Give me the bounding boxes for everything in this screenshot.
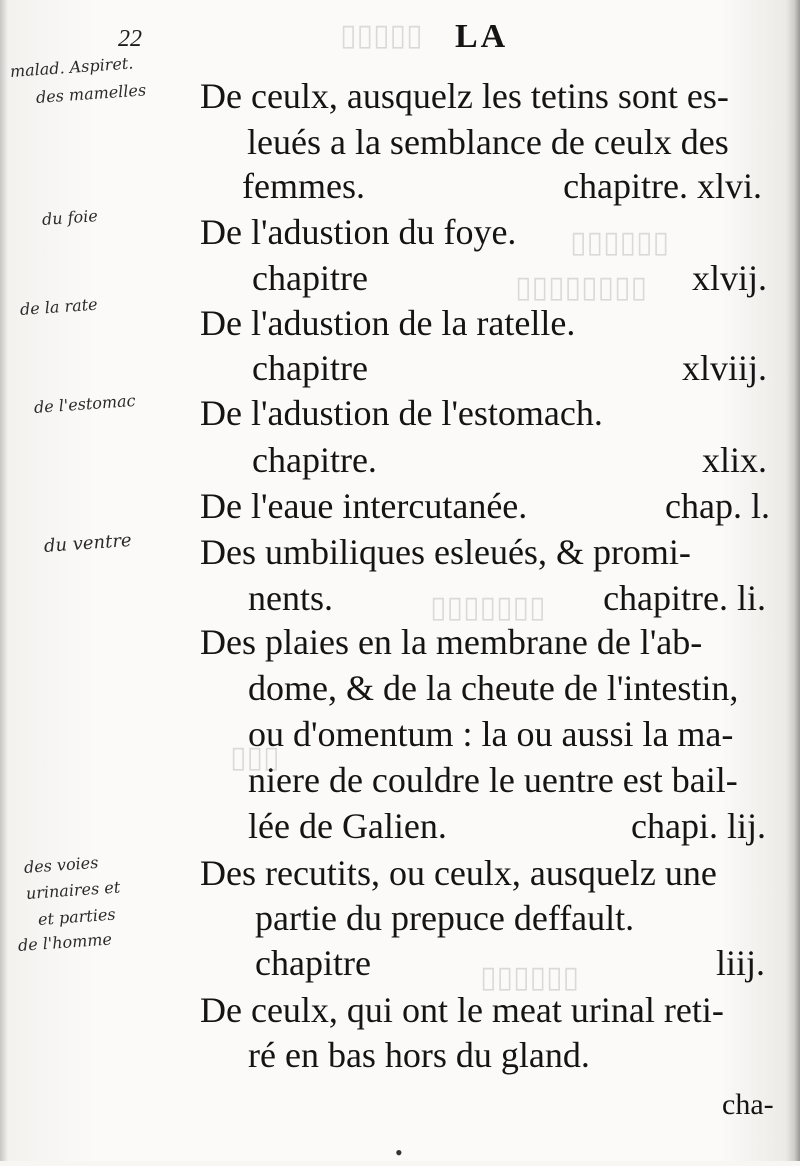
toc-line: Des plaies en la membrane de l'ab- [200, 622, 703, 662]
toc-line: Des umbiliques esleués, & promi- [200, 532, 691, 572]
toc-line: De ceulx, ausquelz les tetins sont es- [200, 76, 729, 116]
toc-line [200, 488, 770, 524]
toc-line: niere de couldre le uentre est bail- [248, 760, 738, 800]
marginal-note: de la rate [19, 294, 99, 319]
toc-text: chapitre [252, 258, 368, 298]
toc-text: nents. [248, 578, 333, 618]
marginal-note: de l'homme [17, 929, 113, 955]
toc-line: De l'adustion du foye. [200, 212, 517, 252]
chapter-ref: chap. l. [665, 486, 770, 526]
toc-text: femmes. [242, 166, 365, 206]
toc-line: ré en bas hors du gland. [248, 1035, 590, 1075]
toc-line: De l'adustion de la ratelle. [200, 303, 576, 343]
toc-line [252, 350, 767, 386]
toc-line [248, 808, 766, 844]
chapter-ref: chapitre. li. [603, 578, 766, 618]
toc-line [255, 945, 765, 981]
bleed-through-mark: ▯▯▯▯▯ [340, 19, 423, 52]
toc-line [242, 168, 762, 204]
toc-line: leués a la semblance de ceulx des [247, 122, 729, 162]
running-head: LA [455, 18, 509, 55]
toc-text: chapitre [255, 943, 371, 983]
chapter-ref: chapitre. xlvi. [563, 166, 762, 206]
bleed-through-mark: ▯▯▯ [230, 741, 280, 774]
chapter-ref: xlvij. [691, 258, 767, 298]
toc-text: lée de Galien. [248, 806, 447, 846]
toc-line: dome, & de la cheute de l'intestin, [248, 668, 739, 708]
marginal-note: du foie [41, 206, 99, 229]
toc-line [252, 260, 767, 296]
catchword: cha- [722, 1088, 774, 1121]
bleed-through-mark: ▯▯▯▯▯▯▯ [430, 591, 546, 624]
chapter-ref: chapi. lij. [631, 806, 766, 846]
marginal-note: et parties [37, 904, 117, 929]
toc-line [248, 580, 766, 616]
chapter-ref: xlviij. [681, 348, 767, 388]
marginal-note: des mamelles [35, 80, 147, 107]
toc-line: De l'adustion de l'estomach. [200, 393, 603, 433]
toc-line: ou d'omentum : la ou aussi la ma- [248, 714, 734, 754]
toc-line: partie du prepuce deffault. [255, 898, 635, 938]
toc-text: De l'eaue intercutanée. [200, 486, 528, 526]
chapter-ref: liij. [715, 943, 765, 983]
toc-line: Des recutits, ou ceulx, ausquelz une [200, 853, 717, 893]
ink-speck: • [395, 1140, 403, 1165]
marginal-note: des voies [23, 852, 99, 877]
marginal-note: urinaires et [25, 877, 121, 903]
bleed-through-mark: ▯▯▯▯▯▯ [480, 961, 580, 994]
marginal-note: malad. Aspiret. [9, 53, 134, 81]
toc-text: chapitre. [252, 440, 377, 480]
chapter-ref: xlix. [701, 440, 767, 480]
page-gutter-shadow [0, 0, 8, 1161]
page-edge-shadow [786, 0, 800, 1161]
bleed-through-mark: ▯▯▯▯▯▯ [570, 226, 670, 259]
marginal-note: du ventre [43, 529, 133, 557]
toc-line: De ceulx, qui ont le meat urinal reti- [200, 990, 724, 1030]
toc-text: chapitre [252, 348, 368, 388]
page-number: 22 [118, 26, 142, 52]
bleed-through-mark: ▯▯▯▯▯▯▯▯ [515, 271, 648, 304]
toc-line [252, 442, 767, 478]
marginal-note: de l'estomac [33, 390, 137, 417]
